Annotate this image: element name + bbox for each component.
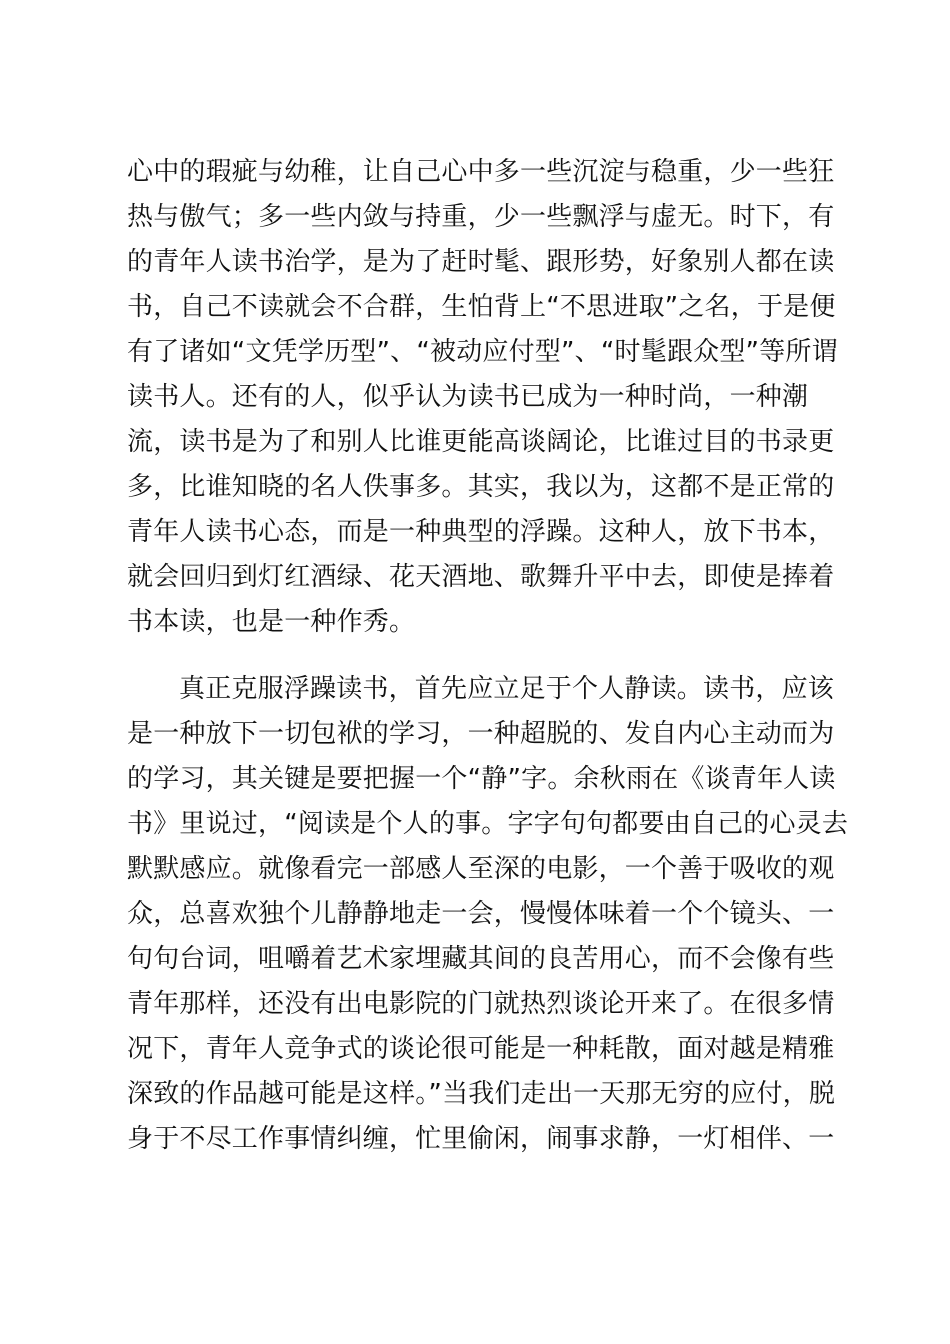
text-line: 心中的瑕疵与幼稚，让自己心中多一些沉淀与稳重，少一些狂 <box>127 157 835 187</box>
text-line: 句句台词，咀嚼着艺术家埋藏其间的良苦用心，而不会像有些 <box>127 944 835 974</box>
text-line: 的学习，其关键是要把握一个“静”字。余秋雨在《谈青年人读 <box>127 764 836 794</box>
text-line: 读书人。还有的人，似乎认为读书已成为一种时尚，一种潮 <box>127 382 809 412</box>
text-line: 书》里说过，“阅读是个人的事。字字句句都要由自己的心灵去 <box>127 809 849 839</box>
text-line: 流，读书是为了和别人比谁更能高谈阔论，比谁过目的书录更 <box>127 427 835 457</box>
text-line: 的青年人读书治学，是为了赶时髦、跟形势，好象别人都在读 <box>127 247 835 277</box>
text-line: 众，总喜欢独个儿静静地走一会，慢慢体味着一个个镜头、一 <box>127 899 835 929</box>
text-line: 有了诸如“文凭学历型”、“被动应付型”、“时髦跟众型”等所谓 <box>127 337 838 367</box>
text-line: 多，比谁知晓的名人佚事多。其实，我以为，这都不是正常的 <box>127 472 835 502</box>
text-line: 况下，青年人竞争式的谈论很可能是一种耗散，面对越是精雅 <box>127 1034 835 1064</box>
paragraph-2 <box>127 667 849 1162</box>
text-line: 青年那样，还没有出电影院的门就热烈谈论开来了。在很多情 <box>127 989 835 1019</box>
text-line: 书本读，也是一种作秀。 <box>127 607 416 637</box>
text-line: 深致的作品越可能是这样。”当我们走出一天那无穷的应付，脱 <box>127 1079 836 1109</box>
text-line: 热与傲气；多一些内敛与持重，少一些飘浮与虚无。时下，有 <box>127 202 835 232</box>
text-line-indented: 真正克服浮躁读书，首先应立足于个人静读。读书，应该 <box>179 674 835 704</box>
text-line: 书，自己不读就会不合群，生怕背上“不思进取”之名，于是便 <box>127 292 836 322</box>
text-line: 是一种放下一切包袱的学习，一种超脱的、发自内心主动而为 <box>127 719 835 749</box>
paragraph-1 <box>127 150 837 645</box>
text-line: 身于不尽工作事情纠缠，忙里偷闲，闹事求静，一灯相伴、一 <box>127 1124 835 1154</box>
text-line: 就会回归到灯红酒绿、花天酒地、歌舞升平中去，即使是捧着 <box>127 562 835 592</box>
text-line: 默默感应。就像看完一部感人至深的电影，一个善于吸收的观 <box>127 854 835 884</box>
text-line: 青年人读书心态，而是一种典型的浮躁。这种人，放下书本， <box>127 517 835 547</box>
